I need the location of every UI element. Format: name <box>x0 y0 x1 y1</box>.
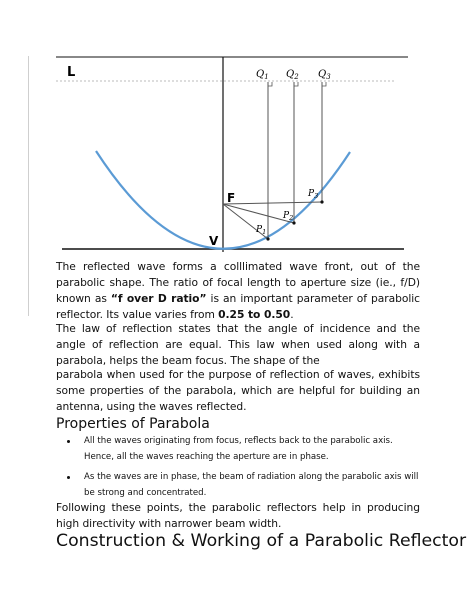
label-v: V <box>209 234 219 248</box>
p1-text-c: is an important parameter of parabolic reflector. Its value varies from <box>56 292 421 321</box>
p1-value-range: 0.25 to 0.50 <box>218 308 291 321</box>
right-angle-q2 <box>294 82 298 86</box>
list-item <box>56 469 420 501</box>
label-q3: $Q_3$ <box>318 69 331 81</box>
label-f: F <box>227 191 236 205</box>
label-l: L <box>67 65 76 80</box>
label-p2: $P_2$ <box>283 211 294 222</box>
point-p1 <box>266 237 269 240</box>
p1-term-f-over-d: “f over D ratio” <box>110 292 207 305</box>
properties-list <box>56 433 420 505</box>
label-q1: $Q_1$ <box>256 69 269 81</box>
bullet-text: As the waves are in phase, the beam of radiation along the parabolic axis will be strong and concentrated. <box>84 472 419 498</box>
paragraph-law-of-reflection: The law of reflection states that the angle of incidence and the angle of reflection are equal. This law when used along with a parabola, helps the beam focus. The shape of the <box>56 322 420 367</box>
paragraph-f-over-d <box>56 259 420 323</box>
right-angle-q3 <box>322 82 326 86</box>
parabola-diagram <box>56 56 408 258</box>
label-p1: $P_1$ <box>256 225 267 236</box>
parabola-figure <box>56 56 408 258</box>
bullet-icon <box>67 476 70 479</box>
paragraph-parabola-properties: parabola when used for the purpose of reflection of waves, exhibits some properties of the parabola, which are helpful for building an antenna, using the waves reflected. <box>56 368 420 413</box>
bullet-text: All the waves originating from focus, reflects back to the parabolic axis. Hence, all the waves reaching the aperture are in phase. <box>84 436 393 462</box>
ray-f-p3 <box>223 202 322 204</box>
p1-text-a: The reflected wave forms a colllimated wave front, out of the parabolic shape. The ratio of focal length to aperture size (ie., f/D) known as <box>56 260 420 305</box>
label-q2: $Q_2$ <box>286 69 299 81</box>
bullet-icon <box>67 440 70 443</box>
point-p3 <box>320 200 323 203</box>
label-p3: $P_3$ <box>308 189 319 200</box>
p1-text-e: . <box>290 308 294 321</box>
paragraph-directivity: Following these points, the parabolic reflectors help in producing high directivity with narrower beam width. <box>56 501 420 530</box>
right-angle-q1 <box>268 82 272 86</box>
section-heading-properties: Properties of Parabola <box>56 416 210 432</box>
list-item <box>56 433 420 465</box>
heading-construction-working: Construction & Working of a Parabolic Reflector <box>56 531 467 551</box>
margin-rule <box>28 56 29 316</box>
